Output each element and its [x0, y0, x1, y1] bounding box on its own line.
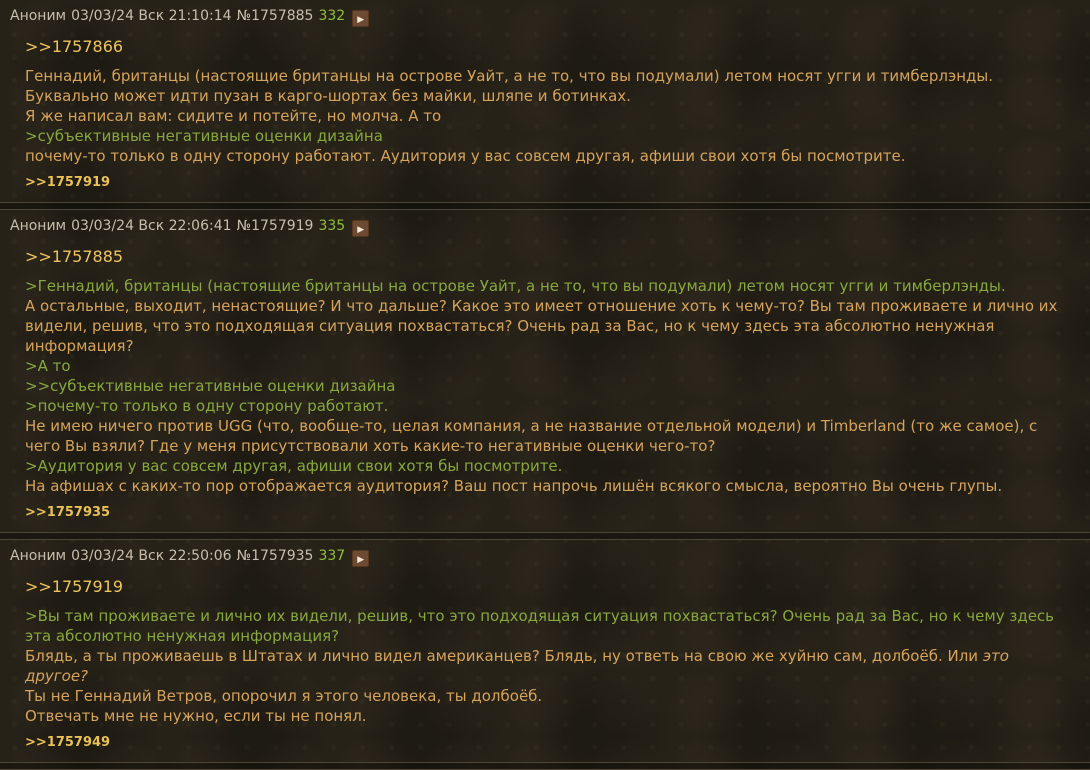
reply-backlinks: [25, 175, 1070, 191]
text-segment: Я же написал вам: сидите и потейте, но молча. А то: [25, 107, 442, 125]
post: [0, 0, 1090, 202]
text-segment: >Геннадий, британцы (настоящие британцы на острове Уайт, а не то, что вы подумали) летом носят угги и тимберлэнды.: [25, 277, 1006, 295]
greentext-line: [25, 376, 1070, 396]
reply-backlink[interactable]: >>1757949: [25, 735, 111, 750]
body-text-line: [25, 416, 1070, 456]
play-button[interactable]: [352, 10, 369, 27]
poster-name: Аноним: [10, 218, 67, 234]
body-text-line: [25, 296, 1070, 356]
post-header: [0, 548, 1090, 567]
play-icon: ▶: [357, 554, 365, 564]
text-segment: Отвечать мне не нужно, если ты не понял.: [25, 707, 367, 725]
post-body: [25, 276, 1070, 496]
reply-to-links: [25, 577, 1070, 596]
reply-backlink[interactable]: >>1757919: [25, 175, 111, 190]
italic-text: это другое?: [25, 647, 1009, 685]
body-text-line: [25, 646, 1070, 686]
play-button[interactable]: [352, 550, 369, 567]
greentext-line: [25, 456, 1070, 476]
text-segment: >субъективные негативные оценки дизайна: [25, 127, 383, 145]
post-divider: [0, 762, 1090, 770]
text-segment: Блядь, а ты проживаешь в Штатах и лично видел американцев? Блядь, ну ответь на свою же хуйню сам, долбоёб. Или: [25, 647, 983, 665]
greentext-line: [25, 126, 1070, 146]
reply-backlink[interactable]: >>1757935: [25, 505, 111, 520]
body-text-line: [25, 106, 1070, 126]
play-icon: ▶: [357, 14, 365, 24]
post-header: [0, 8, 1090, 27]
text-segment: >Вы там проживаете и лично их видели, решив, что это подходящая ситуация похвастаться? Очень рад за Вас, но к чему здесь эта абсолютно ненужная информация?: [25, 607, 1055, 645]
greentext-line: [25, 356, 1070, 376]
reply-backlinks: [25, 735, 1070, 751]
post-datetime: 03/03/24 Вск 22:50:06: [71, 548, 232, 564]
text-segment: >Аудитория у вас совсем другая, афиши свои хотя бы посмотрите.: [25, 457, 563, 475]
post-number-link[interactable]: №1757919: [236, 218, 314, 234]
text-segment: Не имею ничего против UGG (что, вообще-то, целая компания, а не название отдельной модели) и Timberland (то же самое), с чего Вы взяли? Где у меня присутствовали хоть какие-то негативные оценки чего-то?: [25, 417, 1038, 455]
text-segment: >А то: [25, 357, 71, 375]
text-segment: >почему-то только в одну сторону работают.: [25, 397, 389, 415]
post-ordinal-link[interactable]: 337: [318, 548, 346, 564]
play-icon: ▶: [357, 224, 365, 234]
reply-to-links: [25, 37, 1070, 56]
reply-to-links: [25, 247, 1070, 266]
post-number-link[interactable]: №1757935: [236, 548, 314, 564]
poster-name: Аноним: [10, 8, 67, 24]
post-ordinal-link[interactable]: 335: [318, 218, 346, 234]
post: [0, 540, 1090, 762]
post-divider: [0, 202, 1090, 210]
text-segment: На афишах с каких-то пор отображается аудитория? Ваш пост напрочь лишён всякого смысла, вероятно Вы очень глупы.: [25, 477, 1003, 495]
body-text-line: [25, 706, 1070, 726]
text-segment: >>субъективные негативные оценки дизайна: [25, 377, 396, 395]
post-divider: [0, 532, 1090, 540]
body-text-line: [25, 686, 1070, 706]
text-segment: Геннадий, британцы (настоящие британцы на острове Уайт, а не то, что вы подумали) летом носят угги и тимберлэнды. Буквально может идти пузан в карго-шортах без майки, шляпе и ботинках.: [25, 67, 994, 105]
greentext-line: [25, 396, 1070, 416]
text-segment: почему-то только в одну сторону работают. Аудитория у вас совсем другая, афиши свои хотя бы посмотрите.: [25, 147, 906, 165]
text-segment: А остальные, выходит, ненастоящие? И что дальше? Какое это имеет отношение хоть к чему-то? Вы там проживаете и лично их видели, решив, что это подходящая ситуация похвастаться? Очень рад за Вас, но к чему здесь эта абсолютно ненужная информация?: [25, 297, 1058, 355]
body-text-line: [25, 66, 1070, 106]
greentext-line: [25, 276, 1070, 296]
body-text-line: [25, 476, 1070, 496]
post: [0, 210, 1090, 532]
post-number-link[interactable]: №1757885: [236, 8, 314, 24]
quote-link[interactable]: >>1757866: [25, 37, 124, 56]
quote-link[interactable]: >>1757919: [25, 577, 124, 596]
post-datetime: 03/03/24 Вск 21:10:14: [71, 8, 232, 24]
post-body: [25, 606, 1070, 726]
greentext-line: [25, 606, 1070, 646]
post-body: [25, 66, 1070, 166]
text-segment: Ты не Геннадий Ветров, опорочил я этого человека, ты долбоёб.: [25, 687, 543, 705]
poster-name: Аноним: [10, 548, 67, 564]
quote-link[interactable]: >>1757885: [25, 247, 124, 266]
post-datetime: 03/03/24 Вск 22:06:41: [71, 218, 232, 234]
reply-backlinks: [25, 505, 1070, 521]
body-text-line: [25, 146, 1070, 166]
play-button[interactable]: [352, 220, 369, 237]
post-ordinal-link[interactable]: 332: [318, 8, 346, 24]
post-header: [0, 218, 1090, 237]
